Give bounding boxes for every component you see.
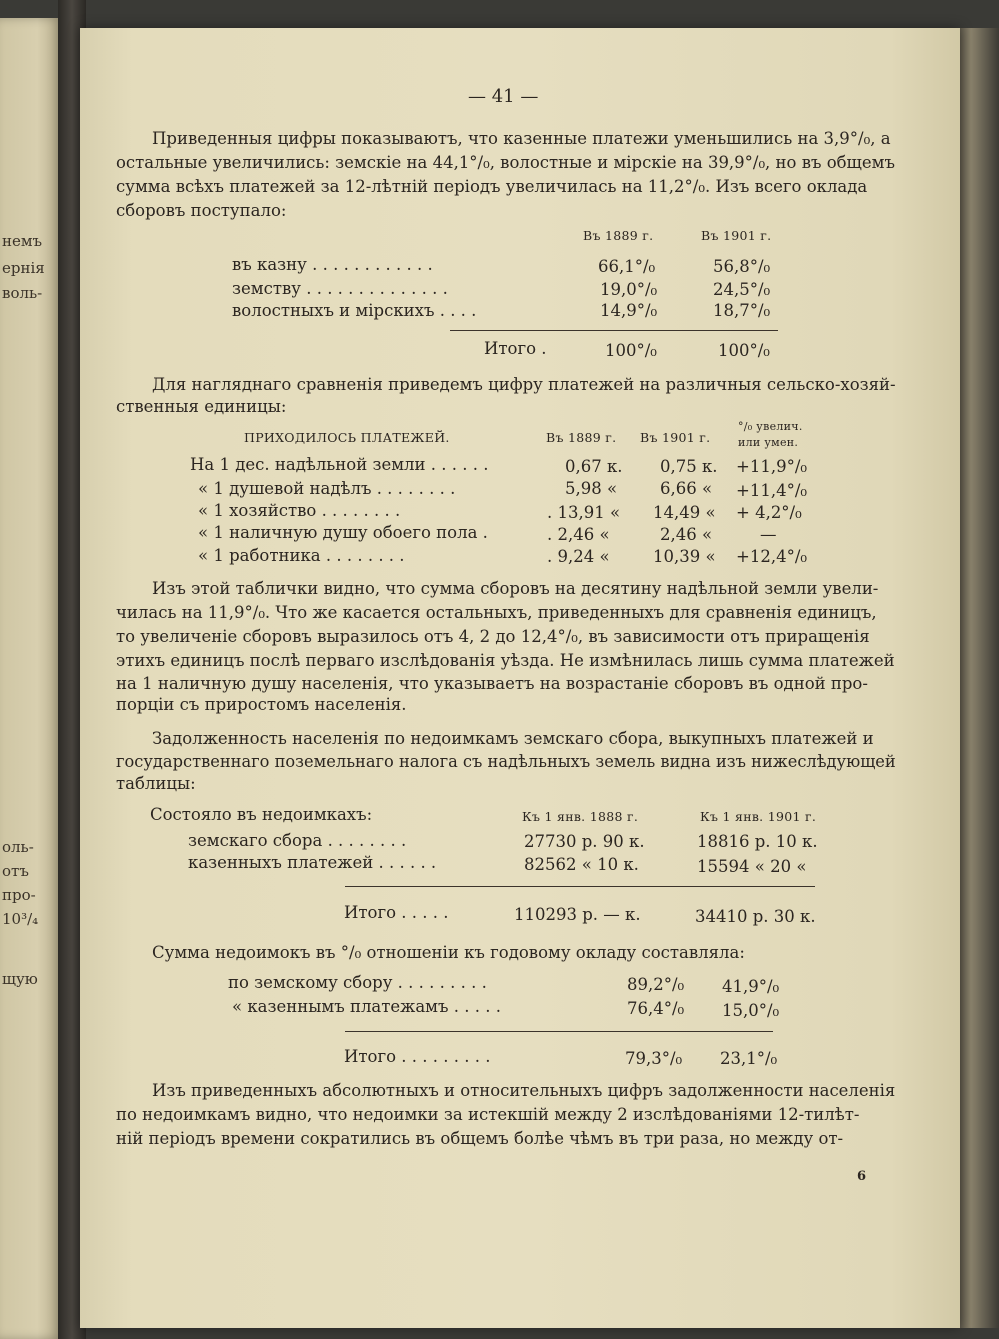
table4-total-label: Итого . . . . . . . . . bbox=[344, 1047, 491, 1066]
table2-row-value: — bbox=[760, 525, 777, 544]
table2-row-value: . 9,24 « bbox=[547, 547, 610, 566]
text-line: остальные увеличились: земскіе на 44,1°/₀, волостные и мірскіе на 39,9°/₀, но въ общемъ bbox=[116, 153, 895, 172]
table2-col-change: °/₀ увелич. bbox=[738, 420, 803, 433]
text-line: таблицы: bbox=[116, 774, 196, 793]
margin-fragment: отъ bbox=[2, 862, 29, 880]
table2-row-value: . 13,91 « bbox=[547, 503, 621, 522]
table1-total-label: Итого . bbox=[484, 339, 547, 358]
text-line: то увеличеніе сборовъ выразилось отъ 4, 2 до 12,4°/₀, въ зависимости отъ приращенія bbox=[116, 627, 870, 646]
text-line: на 1 наличную душу населенія, что указываетъ на возрастаніе сборовъ въ одной про- bbox=[116, 674, 868, 693]
margin-fragment: немъ bbox=[2, 232, 43, 250]
table2-col-change-sub: или умен. bbox=[738, 436, 799, 449]
table1-row-label: земству . . . . . . . . . . . . . . bbox=[232, 279, 448, 298]
text-line: Изъ этой таблички видно, что сумма сборовъ на десятину надѣльной земли увели- bbox=[152, 579, 879, 598]
text-line: этихъ единицъ послѣ перваго изслѣдованія уѣзда. Не измѣнилась лишь сумма платежей bbox=[116, 651, 895, 670]
margin-fragment: ернія bbox=[2, 259, 45, 277]
table1-row-value: 14,9°/₀ bbox=[600, 301, 658, 320]
table3-row-value: 18816 р. 10 к. bbox=[697, 832, 818, 851]
table3-row-value: 82562 « 10 к. bbox=[524, 855, 639, 874]
table3-total-rule bbox=[345, 886, 815, 887]
table1-row-label: въ казну . . . . . . . . . . . . bbox=[232, 255, 433, 274]
text-line: Сумма недоимокъ въ °/₀ отношеніи къ годовому окладу составляла: bbox=[152, 943, 745, 962]
table2-row-label: « 1 душевой надѣлъ . . . . . . . . bbox=[198, 479, 456, 498]
table2-row-value: + 4,2°/₀ bbox=[736, 503, 802, 522]
table1-col-1889: Въ 1889 г. bbox=[583, 228, 654, 243]
table2-col-1901: Въ 1901 г. bbox=[640, 430, 711, 445]
text-line: порціи съ приростомъ населенія. bbox=[116, 695, 407, 714]
left-page-edge bbox=[0, 18, 62, 1339]
table4-total-value: 79,3°/₀ bbox=[625, 1049, 683, 1068]
table2-row-label: На 1 дес. надѣльной земли . . . . . . bbox=[190, 455, 489, 474]
margin-fragment: оль- bbox=[2, 838, 34, 856]
table2-row-label: « 1 хозяйство . . . . . . . . bbox=[198, 501, 401, 520]
signature-mark: 6 bbox=[857, 1169, 867, 1184]
table3-row-value: 27730 р. 90 к. bbox=[524, 832, 645, 851]
table3-col-1901: Къ 1 янв. 1901 г. bbox=[700, 809, 817, 824]
table3-head-label: Состояло въ недоимкахъ: bbox=[150, 805, 373, 824]
table2-row-value: 6,66 « bbox=[660, 479, 713, 498]
table3-col-1888: Къ 1 янв. 1888 г. bbox=[522, 809, 639, 824]
table2-row-value: +11,9°/₀ bbox=[736, 457, 807, 476]
table4-row-label: « казеннымъ платежамъ . . . . . bbox=[232, 997, 501, 1016]
table3-row-label: казенныхъ платежей . . . . . . bbox=[188, 853, 437, 872]
table3-row-value: 15594 « 20 « bbox=[697, 857, 807, 876]
table1-row-value: 18,7°/₀ bbox=[713, 301, 771, 320]
table2-row-value: 5,98 « bbox=[565, 479, 618, 498]
page-number: — 41 — bbox=[468, 86, 539, 107]
table3-total-label: Итого . . . . . bbox=[344, 903, 449, 922]
table2-row-value: 14,49 « bbox=[653, 503, 716, 522]
table1-col-1901: Въ 1901 г. bbox=[701, 228, 772, 243]
table4-total-value: 23,1°/₀ bbox=[720, 1049, 778, 1068]
table2-row-value: +12,4°/₀ bbox=[736, 547, 807, 566]
table1-row-value: 19,0°/₀ bbox=[600, 280, 658, 299]
page-stack-edge bbox=[959, 28, 999, 1328]
table1-total-value: 100°/₀ bbox=[718, 341, 770, 360]
table3-total-value: 34410 р. 30 к. bbox=[695, 907, 816, 926]
margin-fragment: 10³/₄ bbox=[2, 910, 39, 928]
table4-row-value: 89,2°/₀ bbox=[627, 975, 685, 994]
text-line: сумма всѣхъ платежей за 12-лѣтній періодъ увеличилась на 11,2°/₀. Изъ всего оклада bbox=[116, 177, 868, 196]
table4-row-value: 41,9°/₀ bbox=[722, 977, 780, 996]
text-line: Изъ приведенныхъ абсолютныхъ и относительныхъ цифръ задолженности населенія bbox=[152, 1081, 896, 1100]
text-line: государственнаго поземельнаго налога съ надѣльныхъ земель видна изъ нижеслѣдующей bbox=[116, 752, 896, 771]
table2-row-label: « 1 работника . . . . . . . . bbox=[198, 546, 405, 565]
table4-row-label: по земскому сбору . . . . . . . . . bbox=[228, 973, 487, 992]
text-line: Приведенныя цифры показываютъ, что казенные платежи уменьшились на 3,9°/₀, а bbox=[152, 129, 891, 148]
table1-total-value: 100°/₀ bbox=[605, 341, 657, 360]
table2-row-value: 10,39 « bbox=[653, 547, 716, 566]
text-line: сборовъ поступало: bbox=[116, 201, 287, 220]
table3-row-label: земскаго сбора . . . . . . . . bbox=[188, 831, 407, 850]
table2-col-1889: Въ 1889 г. bbox=[546, 430, 617, 445]
text-line: Задолженность населенія по недоимкамъ земскаго сбора, выкупныхъ платежей и bbox=[152, 729, 874, 748]
table2-head-label: ПРИХОДИЛОСЬ ПЛАТЕЖЕЙ. bbox=[244, 430, 450, 445]
text-line: ній періодъ времени сократились въ общемъ болѣе чѣмъ въ три раза, но между от- bbox=[116, 1129, 844, 1148]
table1-row-value: 66,1°/₀ bbox=[598, 257, 656, 276]
margin-fragment: воль- bbox=[2, 284, 43, 302]
table3-total-value: 110293 р. — к. bbox=[514, 905, 641, 924]
table2-row-value: 2,46 « bbox=[660, 525, 713, 544]
margin-fragment: про- bbox=[2, 886, 36, 904]
table1-row-value: 24,5°/₀ bbox=[713, 280, 771, 299]
table2-row-label: « 1 наличную душу обоего пола . bbox=[198, 523, 488, 542]
table1-row-label: волостныхъ и мірскихъ . . . . bbox=[232, 301, 477, 320]
table4-total-rule bbox=[345, 1031, 773, 1032]
table2-row-value: +11,4°/₀ bbox=[736, 481, 807, 500]
text-line: Для нагляднаго сравненія приведемъ цифру платежей на различныя сельско-хозяй- bbox=[152, 375, 896, 394]
table1-row-value: 56,8°/₀ bbox=[713, 257, 771, 276]
table4-row-value: 76,4°/₀ bbox=[627, 999, 685, 1018]
table1-total-rule bbox=[450, 330, 778, 331]
table4-row-value: 15,0°/₀ bbox=[722, 1001, 780, 1020]
margin-fragment: щую bbox=[2, 970, 38, 988]
text-line: ственныя единицы: bbox=[116, 397, 287, 416]
text-line: по недоимкамъ видно, что недоимки за истекшій между 2 изслѣдованіями 12-тилѣт- bbox=[116, 1105, 860, 1124]
table2-row-value: . 2,46 « bbox=[547, 525, 610, 544]
table2-row-value: 0,75 к. bbox=[660, 457, 718, 476]
table2-row-value: 0,67 к. bbox=[565, 457, 623, 476]
text-line: чилась на 11,9°/₀. Что же касается остальныхъ, приведенныхъ для сравненія единицъ, bbox=[116, 603, 877, 622]
